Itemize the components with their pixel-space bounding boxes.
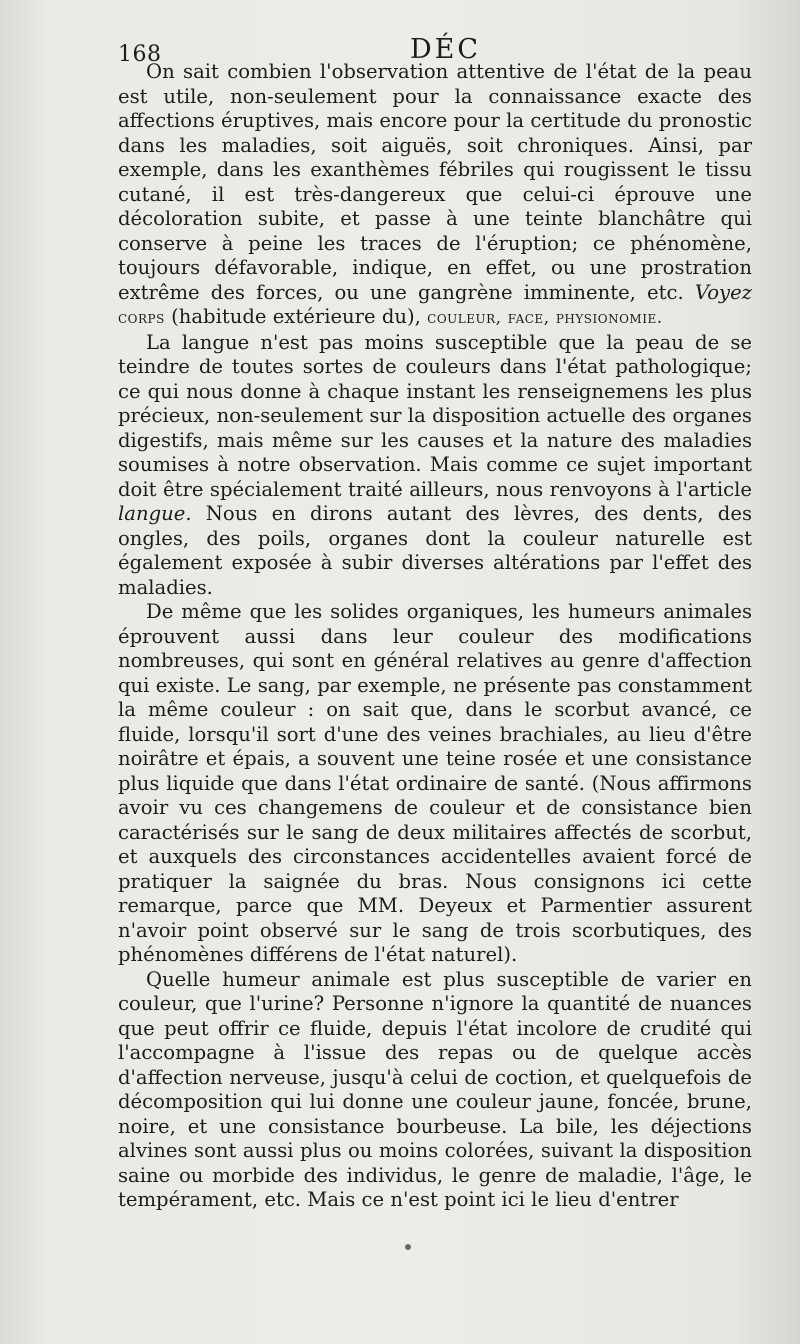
paragraph-urine [118, 968, 752, 1213]
paragraph-humors-text: De même que les solides organiques, les humeurs animales éprouvent aussi dans leur couleur des modifications nombreuses, qui sont en général relatives au genre d'affection qui existe. Le sang, par exemple, ne présente pas constamment la même couleur : on sait que, dans le scorbut avancé, ce fluide, lorsqu'il sort d'une des veines brachiales, au lieu d'être noirâtre et épais, a souvent une teine rosée et une consistance plus liquide que dans l'état ordinaire de santé. (Nous affirmons avoir vu ces changemens de couleur et de consistance bien caractérisés sur le sang de deux militaires affectés de scorbut, et auxquels des circonstances accidentelles avaient forcé de pratiquer la saignée du bras. Nous consignons ici cette remarque, parce que MM. Deyeux et Parmentier assurent n'avoir point observé sur le sang de trois scorbutiques, des phénomènes différens de l'état naturel). [118, 600, 752, 966]
ink-speck [405, 1244, 411, 1250]
cross-ref-face: face, [507, 308, 550, 328]
paragraph-tongue [118, 331, 752, 601]
body-text [118, 60, 752, 1213]
running-head: DÉC [410, 34, 482, 65]
cross-ref-corps: corps [118, 308, 165, 328]
paragraph-tongue-text-a: La langue n'est pas moins susceptible que la peau de se teindre de toutes sortes de couleurs dans l'état pathologique; ce qui nous donne à chaque instant les renseignemens les plus précieux, non-seulement sur la disposition actuelle des organes digestifs, mais même sur les causes et la nature des maladies soumises à notre observation. Mais comme ce sujet important doit être spécialement traité ailleurs, nous renvoyons à l'article [118, 330, 752, 501]
cross-ref-physionomie: physionomie. [555, 308, 663, 328]
cross-ref-couleur: couleur, [427, 308, 502, 328]
cross-ref-paren: (habitude extérieure du), [171, 305, 421, 328]
paragraph-skin-text: On sait combien l'observation attentive de l'état de la peau est utile, non-seulement pour la connaissance exacte des affections éruptives, mais encore pour la certitude du pronostic dans les maladies, soit aiguës, soit chroniques. Ainsi, par exemple, dans les exanthèmes fébriles qui rougissent le tissu cutané, il est très-dangereux que celui-ci éprouve une décoloration subite, et passe à une teinte blanchâtre qui conserve à peine les traces de l'éruption; ce phénomène, toujours défavorable, indique, en effet, ou une prostration extrême des forces, ou une gangrène imminente, etc. [118, 60, 752, 304]
see-reference: Voyez [694, 280, 752, 304]
paragraph-urine-text: Quelle humeur animale est plus susceptible de varier en couleur, que l'urine? Personne n'ignore la quantité de nuances que peut offrir ce fluide, depuis l'état incolore de crudité qui l'accompagne à l'issue des repas ou de quelque accès d'affection nerveuse, jusqu'à celui de coction, et quelquefois de décomposition qui lui donne une couleur jaune, foncée, brune, noire, et une consistance bourbeuse. La bile, les déjections alvines sont aussi plus ou moins colorées, suivant la disposition saine ou morbide des individus, le genre de maladie, l'âge, le tempérament, etc. Mais ce n'est point ici le lieu d'entrer [118, 967, 752, 1211]
paragraph-tongue-text-b: Nous en dirons autant des lèvres, des dents, des ongles, des poils, organes dont la couleur naturelle est également exposée à subir diverses altérations par l'effet des maladies. [118, 502, 752, 599]
paragraph-humors [118, 600, 752, 968]
article-reference: langue. [118, 502, 192, 525]
page-number: 168 [118, 42, 162, 67]
paragraph-skin [118, 60, 752, 331]
